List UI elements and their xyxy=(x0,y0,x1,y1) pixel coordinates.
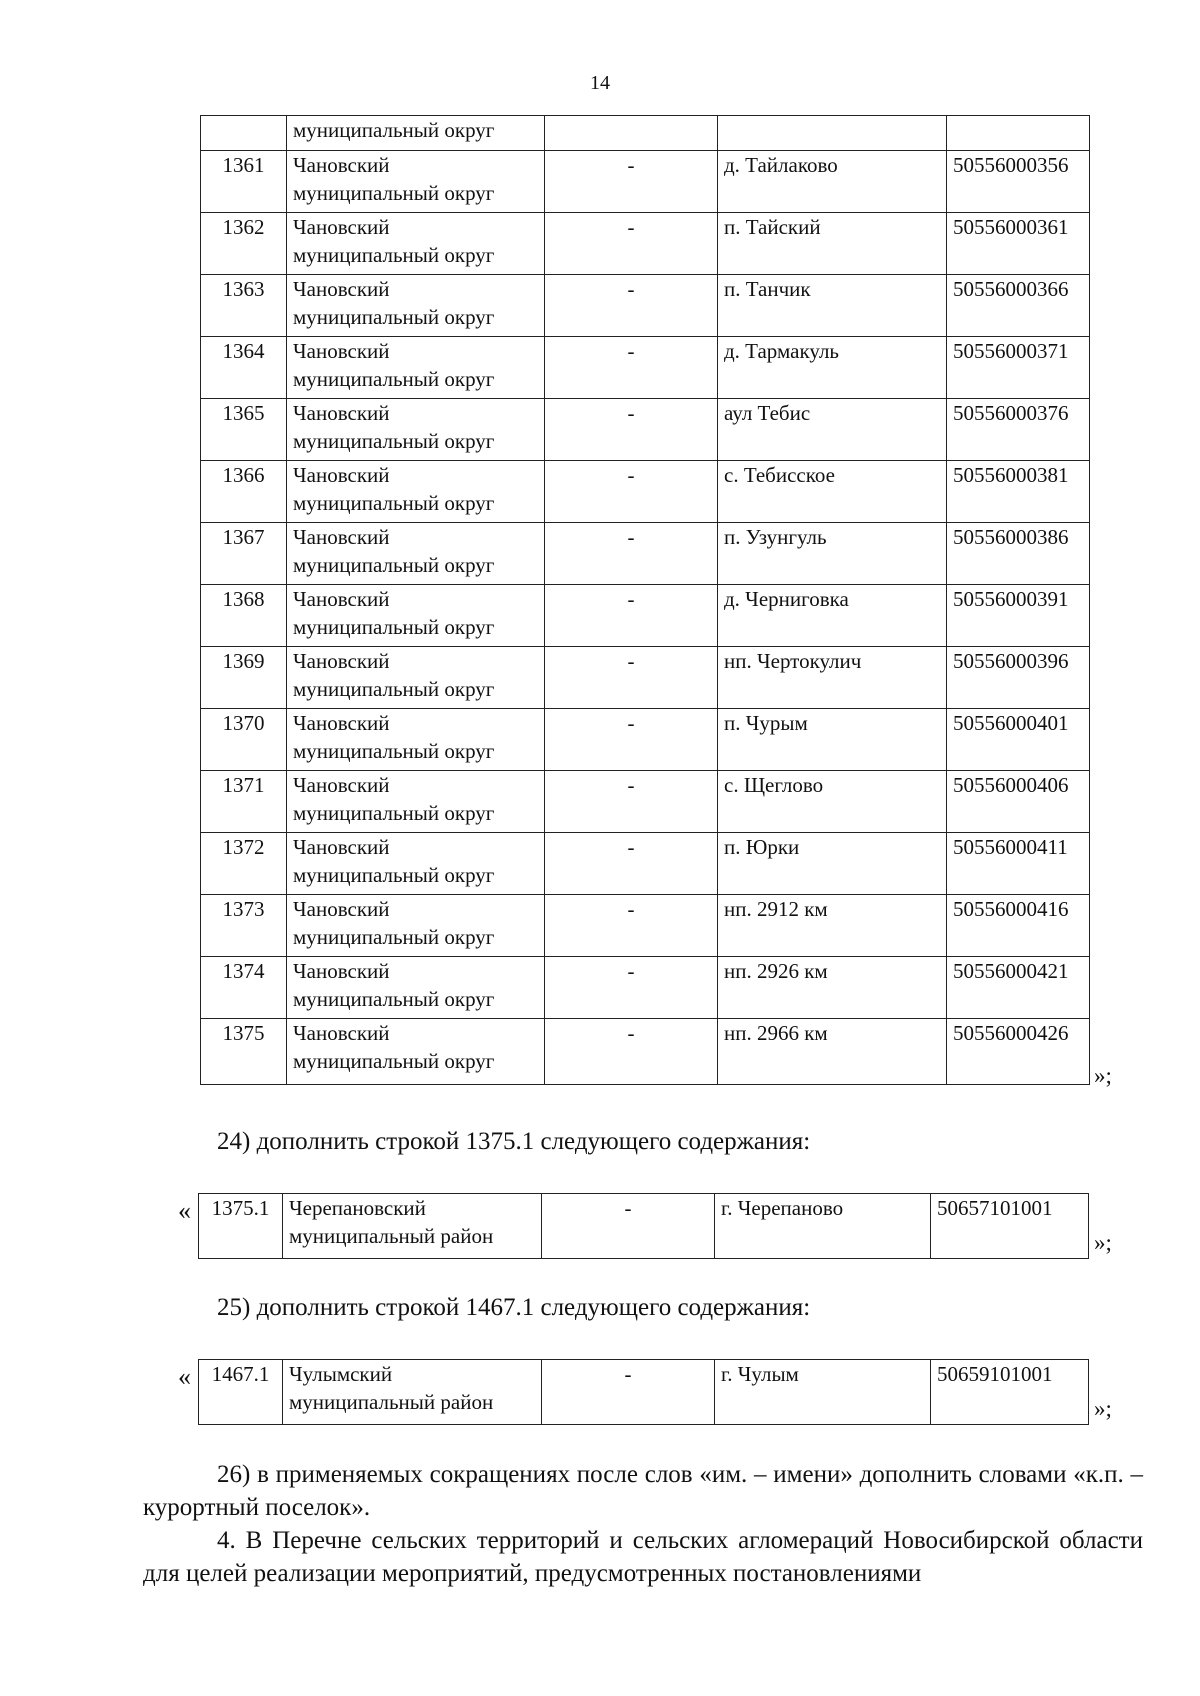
municipality-cell: муниципальный округ xyxy=(287,116,545,151)
code-cell: 50556000371 xyxy=(947,337,1090,399)
place-cell: с. Тебисское xyxy=(718,461,947,523)
place-cell: аул Тебис xyxy=(718,399,947,461)
opening-quote: « xyxy=(178,1196,191,1225)
table-row xyxy=(201,213,1090,275)
dash-cell: - xyxy=(545,461,718,523)
place-cell: нп. 2912 км xyxy=(718,895,947,957)
table-row xyxy=(201,647,1090,709)
row-number: 1375 xyxy=(201,1019,287,1085)
code-cell: 50556000376 xyxy=(947,399,1090,461)
municipality-cell: Чановский муниципальный округ xyxy=(287,957,545,1019)
code-cell: 50556000381 xyxy=(947,461,1090,523)
dash-cell: - xyxy=(545,709,718,771)
table-row xyxy=(201,709,1090,771)
row-number: 1365 xyxy=(201,399,287,461)
municipality-cell: Чановский муниципальный округ xyxy=(287,895,545,957)
item-26-text: 26) в применяемых сокращениях после слов «им. – имени» дополнить словами «к.п. – курортный поселок». xyxy=(143,1461,1143,1521)
dash-cell: - xyxy=(545,399,718,461)
table-row xyxy=(201,1019,1090,1085)
dash-cell: - xyxy=(545,1019,718,1085)
row-number: 1369 xyxy=(201,647,287,709)
municipality-cell: Чановский муниципальный округ xyxy=(287,833,545,895)
dash-cell: - xyxy=(545,523,718,585)
dash-cell: - xyxy=(545,337,718,399)
place-cell: нп. 2926 км xyxy=(718,957,947,1019)
table-row xyxy=(201,337,1090,399)
row-number: 1373 xyxy=(201,895,287,957)
municipality-cell: Чановский муниципальный округ xyxy=(287,461,545,523)
code-cell: 50556000401 xyxy=(947,709,1090,771)
municipality-cell: Чановский муниципальный округ xyxy=(287,337,545,399)
dash-cell: - xyxy=(545,771,718,833)
municipality-cell: Чановский муниципальный округ xyxy=(287,585,545,647)
place-cell: п. Узунгуль xyxy=(718,523,947,585)
table-row xyxy=(201,461,1090,523)
municipality-cell: Черепановский муниципальный район xyxy=(283,1194,542,1259)
row-number: 1368 xyxy=(201,585,287,647)
table-row xyxy=(201,523,1090,585)
place-cell xyxy=(718,116,947,151)
code-cell: 50556000366 xyxy=(947,275,1090,337)
place-cell: нп. 2966 км xyxy=(718,1019,947,1085)
table-row xyxy=(201,116,1090,151)
code-cell: 50556000406 xyxy=(947,771,1090,833)
code-cell: 50556000416 xyxy=(947,895,1090,957)
code-cell: 50556000391 xyxy=(947,585,1090,647)
row-number: 1374 xyxy=(201,957,287,1019)
municipality-cell: Чановский муниципальный округ xyxy=(287,523,545,585)
municipality-cell: Чановский муниципальный округ xyxy=(287,151,545,213)
table-row xyxy=(201,275,1090,337)
code-cell: 50659101001 xyxy=(931,1360,1089,1425)
item-4-text: 4. В Перечне сельских территорий и сельских агломераций Новосибирской области для целей реализации мероприятий, предусмотренных постановлениями xyxy=(143,1527,1143,1587)
code-cell: 50556000421 xyxy=(947,957,1090,1019)
table-row xyxy=(199,1360,1089,1425)
code-cell: 50556000386 xyxy=(947,523,1090,585)
municipality-cell: Чулымский муниципальный район xyxy=(283,1360,542,1425)
table-row xyxy=(201,895,1090,957)
row-number: 1367 xyxy=(201,523,287,585)
table-row xyxy=(201,399,1090,461)
table-row xyxy=(201,833,1090,895)
row-number: 1375.1 xyxy=(199,1194,283,1259)
dash-cell: - xyxy=(545,213,718,275)
municipality-cell: Чановский муниципальный округ xyxy=(287,213,545,275)
settlements-table xyxy=(200,115,1090,1085)
row-number: 1363 xyxy=(201,275,287,337)
table-row xyxy=(199,1194,1089,1259)
code-cell: 50556000361 xyxy=(947,213,1090,275)
row-number: 1366 xyxy=(201,461,287,523)
dash-cell: - xyxy=(545,833,718,895)
municipality-cell: Чановский муниципальный округ xyxy=(287,399,545,461)
row-number: 1371 xyxy=(201,771,287,833)
dash-cell: - xyxy=(542,1194,715,1259)
row-number: 1364 xyxy=(201,337,287,399)
code-cell: 50556000356 xyxy=(947,151,1090,213)
municipality-cell: Чановский муниципальный округ xyxy=(287,1019,545,1085)
row-number: 1361 xyxy=(201,151,287,213)
place-cell: п. Тайский xyxy=(718,213,947,275)
table-closing-quote: »; xyxy=(1094,1063,1112,1088)
municipality-cell: Чановский муниципальный округ xyxy=(287,709,545,771)
code-cell: 50657101001 xyxy=(931,1194,1089,1259)
place-cell: г. Черепаново xyxy=(715,1194,931,1259)
dash-cell xyxy=(545,116,718,151)
place-cell: д. Тайлаково xyxy=(718,151,947,213)
row-number xyxy=(201,116,287,151)
row-number: 1370 xyxy=(201,709,287,771)
item-24-text: 24) дополнить строкой 1375.1 следующего содержания: xyxy=(217,1128,811,1155)
table-row xyxy=(201,957,1090,1019)
dash-cell: - xyxy=(545,957,718,1019)
closing-quote: »; xyxy=(1094,1230,1112,1255)
added-row-table-1467-1 xyxy=(198,1359,1089,1425)
place-cell: п. Юрки xyxy=(718,833,947,895)
dash-cell: - xyxy=(545,647,718,709)
row-number: 1372 xyxy=(201,833,287,895)
place-cell: нп. Чертокулич xyxy=(718,647,947,709)
code-cell: 50556000411 xyxy=(947,833,1090,895)
opening-quote: « xyxy=(178,1362,191,1391)
code-cell xyxy=(947,116,1090,151)
dash-cell: - xyxy=(545,585,718,647)
row-number: 1362 xyxy=(201,213,287,275)
table-row xyxy=(201,771,1090,833)
dash-cell: - xyxy=(545,275,718,337)
code-cell: 50556000426 xyxy=(947,1019,1090,1085)
place-cell: д. Тармакуль xyxy=(718,337,947,399)
item-25-text: 25) дополнить строкой 1467.1 следующего содержания: xyxy=(217,1294,811,1321)
place-cell: д. Черниговка xyxy=(718,585,947,647)
dash-cell: - xyxy=(542,1360,715,1425)
municipality-cell: Чановский муниципальный округ xyxy=(287,275,545,337)
place-cell: п. Чурым xyxy=(718,709,947,771)
closing-quote: »; xyxy=(1094,1396,1112,1421)
dash-cell: - xyxy=(545,151,718,213)
added-row-table-1375-1 xyxy=(198,1193,1089,1259)
dash-cell: - xyxy=(545,895,718,957)
place-cell: с. Щеглово xyxy=(718,771,947,833)
table-row xyxy=(201,585,1090,647)
place-cell: г. Чулым xyxy=(715,1360,931,1425)
place-cell: п. Танчик xyxy=(718,275,947,337)
municipality-cell: Чановский муниципальный округ xyxy=(287,647,545,709)
code-cell: 50556000396 xyxy=(947,647,1090,709)
row-number: 1467.1 xyxy=(199,1360,283,1425)
page-number: 14 xyxy=(590,72,610,94)
table-row xyxy=(201,151,1090,213)
municipality-cell: Чановский муниципальный округ xyxy=(287,771,545,833)
